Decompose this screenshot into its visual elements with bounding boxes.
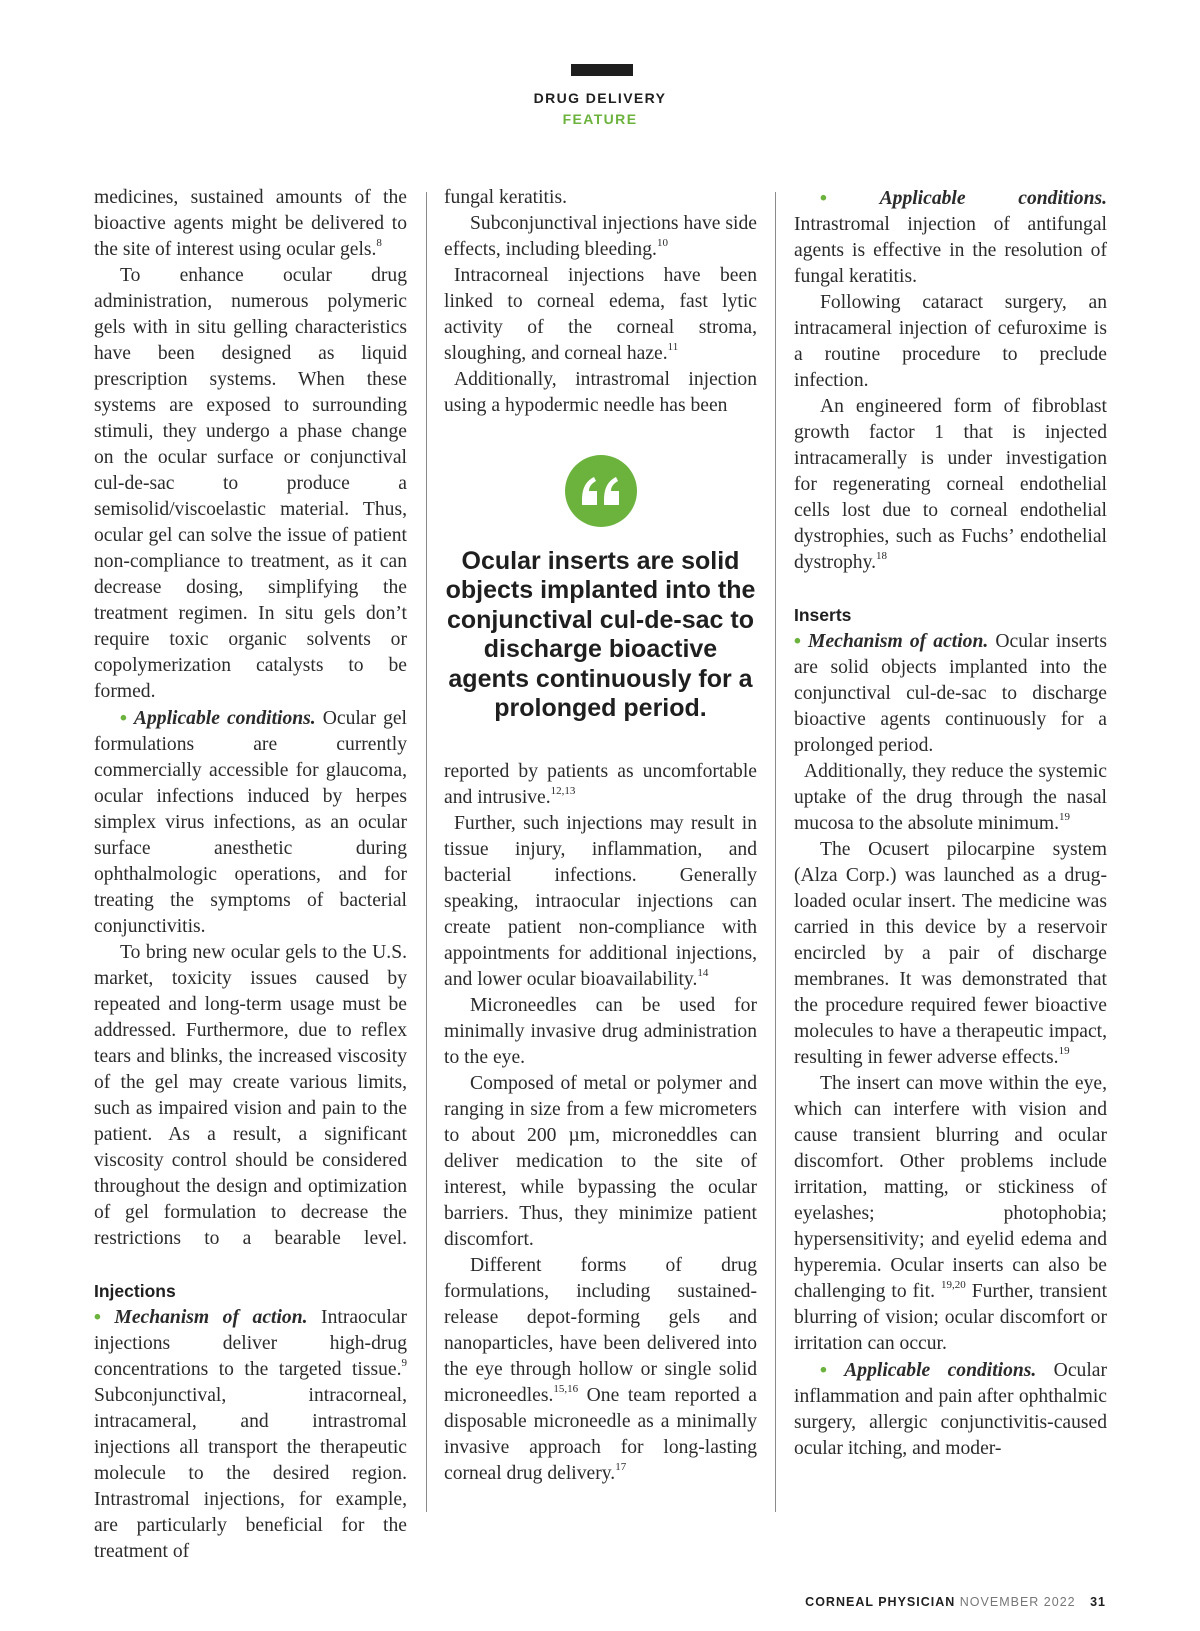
paragraph: Intracorneal injections have been linked to corneal edema, fast lytic activity of the corneal stroma, sloughing, and corneal haze.$^{11}$ [444,265,757,364]
paragraph: • Applicable conditions. Ocular gel formulations are currently commercially accessible for glaucoma, ocular infections induced by herpes simplex virus infections, as an ocular surface anesthetic during ophthalmologic operations, and for treating the symptoms of bacterial conjunctivitis. [94,707,408,937]
page-number: 31 [1090,1595,1106,1609]
paragraph: Further, such injections may result in tissue injury, inflammation, and bacterial infections. Generally speaking, intraocular injections can create patient non-compliance with appointments for additional injections, and lower ocular bioavailability.$^{14}$ [444,813,757,990]
paragraph: The Ocusert pilocarpine system (Alza Corp.) was launched as a drug-loaded ocular insert. The medicine was carried in this device by a reservoir encircled by a pair of discharge membranes. It was demonstrated that the procedure required fewer bioactive molecules to have a therapeutic impact, resulting in fewer adverse effects.$^{19}$ [794,839,1107,1068]
paragraph: • Mechanism of action. Ocular inserts are solid objects implanted into the conjunctival cul-de-sac to discharge bioactive agents continuously for a prolonged period. [794,630,1107,756]
article-column-3 [794,185,1107,1462]
citation: 18 [876,550,888,563]
citation: 17 [615,1461,627,1474]
paragraph: Following cataract surgery, an intracameral injection of cefuroxime is a routine procedure to preclude infection. [794,292,1107,391]
citation: 15,16 [553,1383,579,1396]
citation: 10 [656,237,668,250]
article-column-1 [94,185,407,1565]
citation: 8 [376,237,382,250]
pull-quote: Ocular inserts are solid objects implanted into the conjunctival cul-de-sac to discharge bioactive agents continuously for a prolonged period. [445,547,756,723]
paragraph: • Applicable conditions. Ocular inflammation and pain after ophthalmic surgery, allergic conjunctivitis-caused ocular itching, and moder- [794,1359,1107,1459]
paragraph: Composed of metal or polymer and ranging in size from a few micrometers to about 200 µm, microneddles can deliver medication to the site of interest, while bypassing the ocular barriers. Thus, they minimize patient discomfort. [444,1073,757,1250]
citation: 19 [1059,811,1071,824]
paragraph: Different forms of drug formulations, including sustained-release depot-forming gels and nanoparticles, have been delivered into the eye through hollow or single solid microneedles.$^{15,16}$ One team reported a disposable microneedle as a minimally invasive approach for long-lasting corneal drug delivery.$^{17}$ [444,1255,757,1484]
paragraph: fungal keratitis. [444,187,567,208]
issue-date: NOVEMBER 2022 [959,1595,1076,1609]
run-in-heading: Applicable conditions. [879,188,1107,209]
article-column-2-bottom [444,759,757,1487]
paragraph: Additionally, they reduce the systemic uptake of the drug through the nasal mucosa to the absolute minimum.$^{19}$ [794,761,1107,834]
run-in-heading: Mechanism of action. [808,631,989,652]
column-rule [775,192,776,1512]
section-label: DRUG DELIVERY [533,90,667,106]
paragraph: An engineered form of fibroblast growth factor 1 that is injected intracamerally is under investigation for regenerating corneal endothelial cells lost due to corneal endothelial dystrophies, such as Fuchs’ endothelial dystrophy.$^{18}$ [794,396,1107,573]
citation: 19 [1058,1045,1070,1058]
paragraph: • Mechanism of action. Intraocular injections deliver high-drug concentrations to the targeted tissue.$^9$ Subconjunctival, intracorneal, intracameral, and intrastromal injections all transport the therapeutic molecule to the desired region. Intrastromal injections, for example, are particularly beneficial for the treatment of [94,1306,407,1562]
run-in-heading: Mechanism of action. [114,1307,308,1328]
paragraph: Microneedles can be used for minimally invasive drug administration to the eye. [444,995,757,1068]
section-heading-inserts: Inserts [794,605,852,625]
page-footer [805,1595,1106,1609]
pull-quote-mark [444,453,757,529]
bullet-icon: • [820,1359,827,1381]
bullet-icon: • [794,630,801,652]
bullet-icon: • [94,1306,101,1328]
bullet-icon: • [820,187,827,209]
citation: 19,20 [940,1279,966,1292]
bullet-icon: • [120,707,127,729]
citation: 12,13 [550,785,576,798]
paragraph: To enhance ocular drug administration, numerous polymeric gels with in situ gelling characteristics have been designed as liquid prescription systems. When these systems are exposed to surrounding stimuli, they undergo a phase change on the ocular surface or conjunctival cul-de-sac to produce a semisolid/viscoelastic material. Thus, ocular gel can solve the issue of patient non-compliance to treatment, as it can decrease dosing, simplifying the treatment regimen. In situ gels don’t require toxic organic solvents or copolymerization catalysts to be formed. [94,265,407,702]
article-column-2-top [444,185,757,419]
subsection-label: FEATURE [562,111,638,127]
citation: 9 [401,1357,407,1370]
citation: 14 [697,967,709,980]
publication-name: CORNEAL PHYSICIAN [805,1595,956,1609]
section-heading-injections: Injections [94,1281,176,1301]
paragraph: The insert can move within the eye, which can interfere with vision and cause transient blurring and ocular discomfort. Other problems include irritation, matting, or stickiness of eyelashes; photophobia; hypersensitivity; and eyelid edema and hyperemia. Ocular inserts can also be challenging to fit. $^{19,20}$ Further, transient blurring of vision; ocular discomfort or irritation can occur. [794,1073,1108,1354]
paragraph: medicines, sustained amounts of the bioactive agents might be delivered to the site of interest using ocular gels.$^8$ [94,187,407,260]
column-rule [426,192,427,1512]
paragraph: To bring new ocular gels to the U.S. market, toxicity issues caused by repeated and long-term usage must be addressed. Furthermore, due to reflex tears and blinks, the increased viscosity of the gel may create various limits, such as impaired vision and pain to the patient. As a result, a significant viscosity control should be considered throughout the design and optimization of gel formulation to decrease the restrictions to a bearable level. [94,942,407,1249]
paragraph: • Applicable conditions. Intrastromal injection of antifungal agents is effective in the resolution of fungal keratitis. [794,187,1107,287]
header-bar [571,64,633,76]
quote-icon [563,453,639,529]
paragraph: Subconjunctival injections have side effects, including bleeding.$^{10}$ [444,213,757,260]
citation: 11 [667,341,679,354]
paragraph: Additionally, intrastromal injection using a hypodermic needle has been [444,369,757,416]
run-in-heading: Applicable conditions. [133,708,316,729]
run-in-heading: Applicable conditions. [844,1360,1037,1381]
paragraph: reported by patients as uncomfortable and intrusive.$^{12,13}$ [444,761,757,808]
